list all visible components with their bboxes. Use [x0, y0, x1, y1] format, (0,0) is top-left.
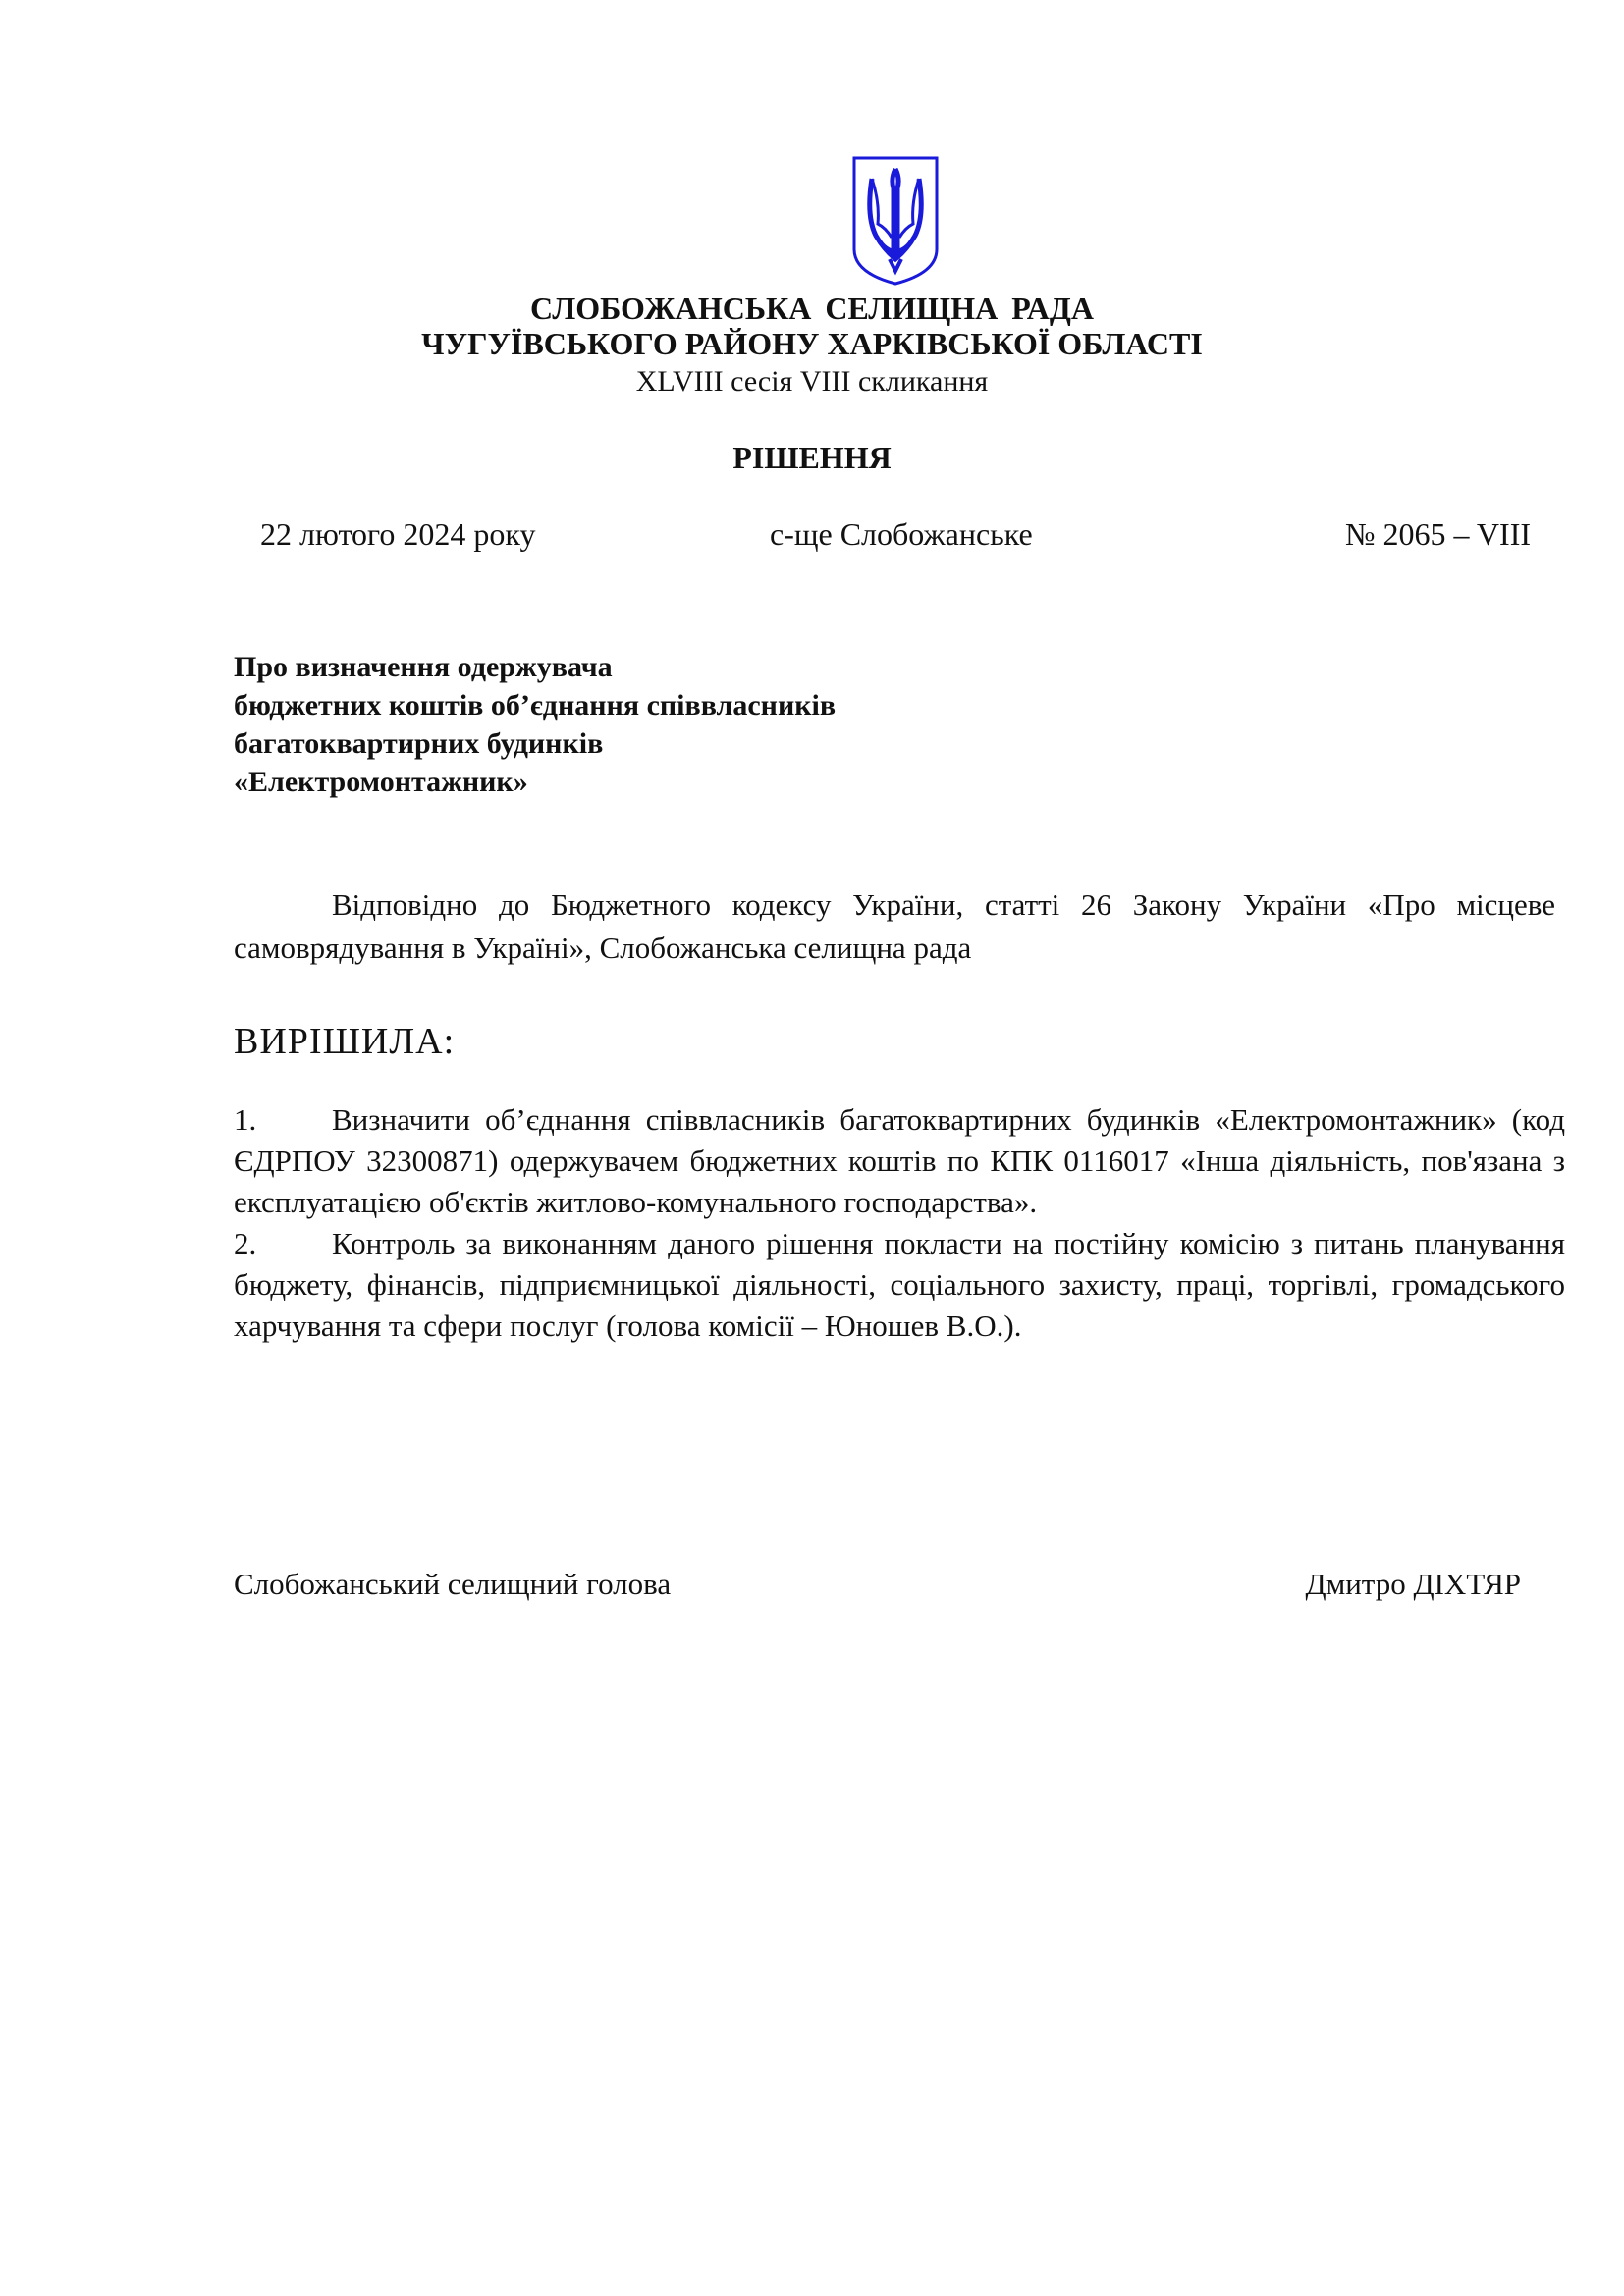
subject-line: бюджетних коштів об’єднання співвласників: [234, 689, 837, 721]
item-number: 2.: [234, 1226, 257, 1260]
decision-place: с-ще Слобожанське: [770, 516, 1033, 552]
district-name: ЧУГУЇВСЬКОГО РАЙОНУ ХАРКІВСЬКОЇ ОБЛАСТІ: [421, 326, 1203, 361]
council-name: СЛОБОЖАНСЬКА СЕЛИЩНА РАДА: [530, 291, 1094, 326]
preamble-paragraph: Відповідно до Бюджетного кодексу України, статті 26 Закону України «Про місцеве самоврядування в Україні», Слобожанська селищна рада: [234, 887, 1555, 965]
subject-line: «Електромонтажник»: [234, 766, 528, 798]
decision-number: № 2065 – VIII: [1344, 516, 1531, 552]
decision-date: 22 лютого 2024 року: [260, 516, 536, 552]
decision-subject: [234, 648, 836, 801]
subject-line: багатоквартирних будинків: [234, 727, 604, 760]
item-text: Контроль за виконанням даного рішення покласти на постійну комісію з питань планування бюджету, фінансів, підприємницької діяльності, соціального захисту, праці, торгівлі, громадського харчування та сфери послуг (голова комісії – Юношев В.О.).: [234, 1226, 1565, 1343]
decision-item: [234, 1223, 1565, 1347]
subject-line: Про визначення одержувача: [234, 651, 613, 683]
item-text: Визначити об’єднання співвласників багатоквартирних будинків «Електромонтажник» (код ЄДРПОУ 32300871) одержувачем бюджетних коштів по КПК 0116017 «Інша діяльність, пов'язана з експлуатацією об'єктів житлово-комунального господарства».: [234, 1102, 1565, 1219]
signatory-name: Дмитро ДІХТЯР: [1305, 1567, 1521, 1601]
resolved-heading: ВИРІШИЛА:: [234, 1021, 456, 1062]
decision-item: [234, 1099, 1565, 1223]
signatory-title: Слобожанський селищний голова: [234, 1567, 672, 1601]
document-type-title: РІШЕННЯ: [732, 440, 892, 475]
ukraine-coat-of-arms-icon: [850, 155, 941, 287]
session-info: XLVIII сесія VIII скликання: [635, 365, 989, 398]
item-number: 1.: [234, 1102, 257, 1137]
decision-items: [234, 1099, 1565, 1347]
